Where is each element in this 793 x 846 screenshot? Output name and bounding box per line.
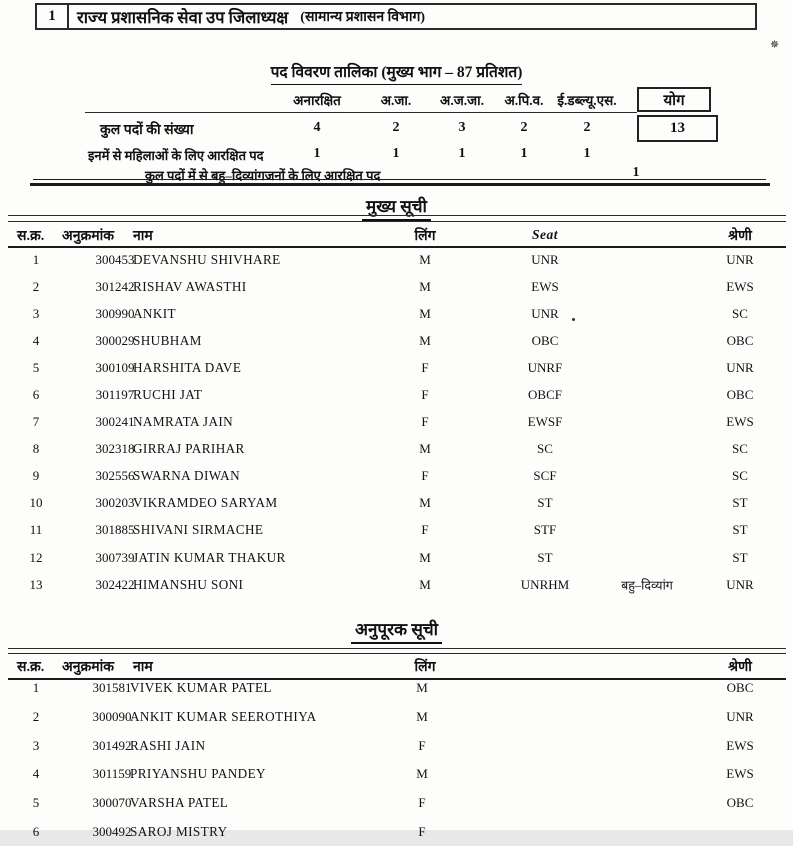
seat-value: STF xyxy=(533,522,557,538)
col-ews: ई.डब्ल्यू.एस. xyxy=(557,93,617,108)
main-list-title: मुख्य सूची xyxy=(362,194,431,221)
gender-value: M xyxy=(416,680,428,696)
seat-value: ST xyxy=(537,495,553,511)
serial-number: 2 xyxy=(32,709,40,725)
main-header-sn: स.क्र. xyxy=(17,229,45,244)
candidate-name: SAROJ MISTRY xyxy=(130,823,228,839)
summary-bottom-rule-thick xyxy=(30,183,770,186)
document-header xyxy=(35,3,757,30)
seat-value: EWS xyxy=(531,278,559,294)
post-serial-number: 1 xyxy=(37,5,69,28)
post-table-title-wrap xyxy=(0,60,793,85)
serial-number: 9 xyxy=(32,468,40,484)
roll-number: 301492 xyxy=(92,737,132,753)
seat-value: OBC xyxy=(531,332,559,348)
roll-number: 301885 xyxy=(95,522,135,538)
table-row xyxy=(0,300,793,327)
category-value: ST xyxy=(732,522,748,538)
candidate-name: VARSHA PATEL xyxy=(130,795,229,811)
supp-header-roll: अनुक्रमांक xyxy=(62,660,114,675)
disability-note: बहु–दिव्यांग xyxy=(621,578,673,593)
col-sc: अ.जा. xyxy=(380,93,412,108)
roll-number: 301581 xyxy=(92,680,132,696)
table-row xyxy=(0,409,793,436)
supp-header-name: नाम xyxy=(133,660,153,675)
serial-number: 13 xyxy=(29,576,43,592)
total-posts-obc: 2 xyxy=(520,120,528,135)
post-title-box xyxy=(69,5,755,28)
main-list-title-wrap xyxy=(0,194,793,221)
table-row xyxy=(0,463,793,490)
main-list-rows xyxy=(0,246,793,598)
candidate-name: HIMANSHU SONI xyxy=(133,576,244,592)
total-value-box xyxy=(637,115,718,142)
col-st: अ.ज.जा. xyxy=(440,93,484,108)
category-value: UNR xyxy=(726,576,754,592)
gender-value: M xyxy=(416,766,428,782)
main-table-top-rule-1 xyxy=(8,215,786,216)
category-value: EWS xyxy=(726,766,754,782)
serial-number: 2 xyxy=(32,278,40,294)
supp-header-sn: स.क्र. xyxy=(17,660,45,675)
serial-number: 6 xyxy=(32,387,40,403)
total-header-box xyxy=(637,87,711,112)
main-header-name: नाम xyxy=(133,229,153,244)
table-row xyxy=(0,674,793,703)
women-ews: 1 xyxy=(583,146,591,161)
serial-number: 3 xyxy=(32,737,40,753)
gender-value: M xyxy=(419,549,431,565)
scan-artifact: ✵︎ xyxy=(770,39,780,51)
gender-value: M xyxy=(419,495,431,511)
candidate-name: ANKIT xyxy=(133,305,177,321)
serial-number: 1 xyxy=(32,680,40,696)
candidate-name: HARSHITA DAVE xyxy=(133,359,242,375)
table-row xyxy=(0,760,793,789)
gender-value: F xyxy=(421,468,429,484)
row-label-disabled-reserved: कुल पदों में से बहु–दिव्यांगजनों के लिए आरक्षित पद xyxy=(145,168,381,183)
main-header-seat: Seat xyxy=(531,227,559,242)
supp-table-top-rule-2 xyxy=(8,653,786,654)
table-row xyxy=(0,789,793,818)
main-header-gender: लिंग xyxy=(414,229,436,244)
total-posts-unr: 4 xyxy=(313,120,321,135)
roll-number: 300203 xyxy=(95,495,135,511)
candidate-name: SHIVANI SIRMACHE xyxy=(133,522,264,538)
category-value: SC xyxy=(732,441,748,457)
candidate-name: RISHAV AWASTHI xyxy=(133,278,247,294)
roll-number: 301242 xyxy=(95,278,135,294)
serial-number: 1 xyxy=(32,251,40,267)
main-header-roll: अनुक्रमांक xyxy=(62,229,114,244)
serial-number: 5 xyxy=(32,359,40,375)
supplementary-list-title: अनुपूरक सूची xyxy=(351,617,442,644)
gender-value: M xyxy=(419,441,431,457)
post-table-header-rule xyxy=(85,112,637,113)
seat-value: OBCF xyxy=(528,387,562,403)
table-row xyxy=(0,703,793,732)
women-obc: 1 xyxy=(520,146,528,161)
disabled-reserved-value: 1 xyxy=(632,165,640,180)
candidate-name: RASHI JAIN xyxy=(130,737,206,753)
supplementary-list-rows xyxy=(0,674,793,846)
serial-number: 6 xyxy=(32,823,40,839)
seat-value: UNRHM xyxy=(520,576,570,592)
category-value: UNR xyxy=(726,709,754,725)
row-label-total-posts: कुल पदों की संख्या xyxy=(100,123,194,138)
gender-value: M xyxy=(419,332,431,348)
roll-number: 302318 xyxy=(95,441,135,457)
candidate-name: GIRRAJ PARIHAR xyxy=(133,441,245,457)
post-table-title: पद विवरण तालिका (मुख्य भाग – 87 प्रतिशत) xyxy=(271,60,523,85)
serial-number: 11 xyxy=(29,522,43,538)
gender-value: M xyxy=(419,305,431,321)
scan-dot-artifact xyxy=(572,318,575,321)
table-row xyxy=(0,544,793,571)
candidate-name: SHUBHAM xyxy=(133,332,202,348)
gender-value: F xyxy=(421,387,429,403)
table-row xyxy=(0,817,793,846)
roll-number: 301197 xyxy=(95,387,135,403)
post-title: राज्य प्रशासनिक सेवा उप जिलाध्यक्ष xyxy=(77,8,289,27)
serial-number: 12 xyxy=(29,549,43,565)
gender-value: M xyxy=(419,251,431,267)
serial-number: 8 xyxy=(32,441,40,457)
candidate-name: DEVANSHU SHIVHARE xyxy=(133,251,281,267)
seat-value: EWSF xyxy=(527,414,563,430)
seat-value: ST xyxy=(537,549,553,565)
category-value: EWS xyxy=(726,737,754,753)
candidate-name: NAMRATA JAIN xyxy=(133,414,234,430)
category-value: SC xyxy=(732,468,748,484)
col-unreserved: अनारक्षित xyxy=(293,93,341,108)
category-value: ST xyxy=(732,549,748,565)
post-department: (सामान्य प्रशासन विभाग) xyxy=(300,10,426,25)
main-table-top-rule-2 xyxy=(8,221,786,222)
gender-value: F xyxy=(421,414,429,430)
candidate-name: VIVEK KUMAR PATEL xyxy=(130,680,272,696)
category-value: UNR xyxy=(726,359,754,375)
roll-number: 301159 xyxy=(92,766,132,782)
candidate-name: VIKRAMDEO SARYAM xyxy=(133,495,278,511)
candidate-name: JATIN KUMAR THAKUR xyxy=(133,549,286,565)
total-posts-sc: 2 xyxy=(392,120,400,135)
main-header-category: श्रेणी xyxy=(728,229,752,244)
supp-header-gender: लिंग xyxy=(414,660,436,675)
candidate-name: PRIYANSHU PANDEY xyxy=(130,766,266,782)
table-row xyxy=(0,571,793,598)
row-label-women-reserved: इनमें से महिलाओं के लिए आरक्षित पद xyxy=(88,148,264,163)
category-value: EWS xyxy=(726,414,754,430)
table-row xyxy=(0,327,793,354)
serial-number: 7 xyxy=(32,414,40,430)
roll-number: 300109 xyxy=(95,359,135,375)
roll-number: 300090 xyxy=(92,709,132,725)
category-value: OBC xyxy=(726,795,754,811)
total-header-label: योग xyxy=(663,92,685,109)
supplementary-list-title-wrap xyxy=(0,617,793,644)
seat-value: UNRF xyxy=(527,359,563,375)
roll-number: 300070 xyxy=(92,795,132,811)
seat-value: UNR xyxy=(531,251,559,267)
serial-number: 10 xyxy=(29,495,43,511)
gender-value: M xyxy=(419,576,431,592)
category-value: OBC xyxy=(726,680,754,696)
category-value: UNR xyxy=(726,251,754,267)
roll-number: 300492 xyxy=(92,823,132,839)
total-posts-ews: 2 xyxy=(583,120,591,135)
roll-number: 300990 xyxy=(95,305,135,321)
total-posts-value: 13 xyxy=(670,120,685,136)
category-value: EWS xyxy=(726,278,754,294)
candidate-name: RUCHI JAT xyxy=(133,387,203,403)
category-value: SC xyxy=(732,305,748,321)
serial-number: 4 xyxy=(32,766,40,782)
seat-value: SCF xyxy=(533,468,557,484)
category-value: OBC xyxy=(726,332,754,348)
candidate-name: SWARNA DIWAN xyxy=(133,468,240,484)
gender-value: M xyxy=(416,709,428,725)
table-row xyxy=(0,436,793,463)
gender-value: F xyxy=(418,823,426,839)
table-row xyxy=(0,490,793,517)
roll-number: 300241 xyxy=(95,414,135,430)
col-obc: अ.पि.व. xyxy=(504,93,544,108)
serial-number: 5 xyxy=(32,795,40,811)
category-value: OBC xyxy=(726,387,754,403)
category-value: ST xyxy=(732,495,748,511)
table-row xyxy=(0,246,793,273)
roll-number: 302422 xyxy=(95,576,135,592)
roll-number: 300739 xyxy=(95,549,135,565)
gender-value: F xyxy=(421,359,429,375)
women-st: 1 xyxy=(458,146,466,161)
roll-number: 300453 xyxy=(95,251,135,267)
serial-number: 4 xyxy=(32,332,40,348)
gender-value: F xyxy=(418,795,426,811)
table-row xyxy=(0,381,793,408)
seat-value: UNR xyxy=(531,305,559,321)
table-row xyxy=(0,517,793,544)
seat-value: SC xyxy=(537,441,553,457)
gender-value: M xyxy=(419,278,431,294)
serial-number: 3 xyxy=(32,305,40,321)
total-posts-st: 3 xyxy=(458,120,466,135)
table-row xyxy=(0,354,793,381)
table-row xyxy=(0,273,793,300)
candidate-name: ANKIT KUMAR SEEROTHIYA xyxy=(130,709,317,725)
women-unr: 1 xyxy=(313,146,321,161)
supp-table-top-rule-1 xyxy=(8,648,786,649)
supp-header-category: श्रेणी xyxy=(728,660,752,675)
roll-number: 302556 xyxy=(95,468,135,484)
table-row xyxy=(0,731,793,760)
gender-value: F xyxy=(421,522,429,538)
women-sc: 1 xyxy=(392,146,400,161)
summary-bottom-rule-thin xyxy=(33,179,766,180)
roll-number: 300029 xyxy=(95,332,135,348)
gender-value: F xyxy=(418,737,426,753)
